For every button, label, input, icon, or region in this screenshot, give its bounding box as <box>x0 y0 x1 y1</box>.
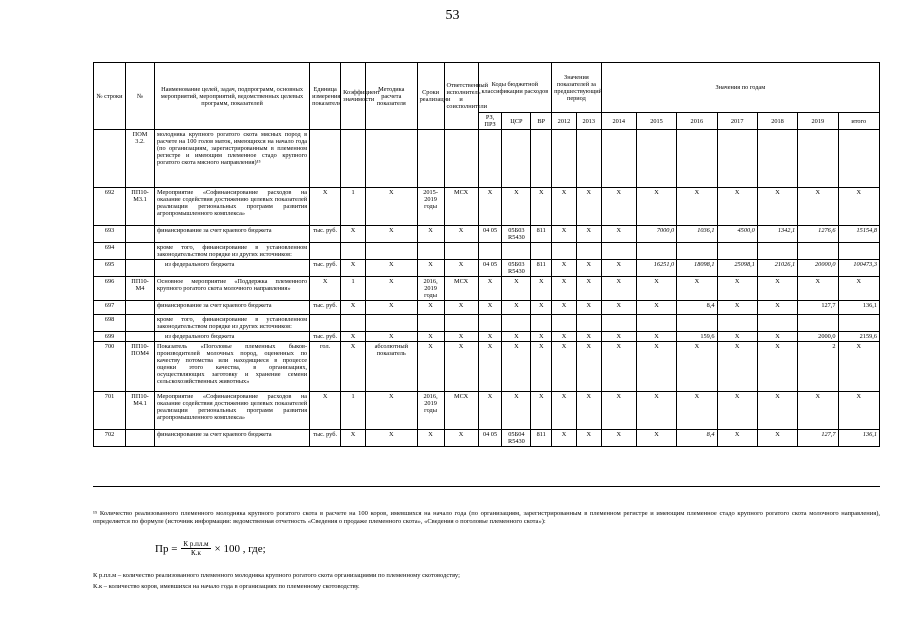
row-responsible <box>444 315 478 332</box>
row-unit: тыс. руб. <box>310 226 341 243</box>
row-year-value: 7000,0 <box>636 226 676 243</box>
row-coefficient: X <box>341 301 366 315</box>
header-vr: ВР <box>531 113 552 130</box>
row-method <box>365 243 417 260</box>
row-unit: тыс. руб. <box>310 430 341 447</box>
row-name: финансирование за счет краевого бюджета <box>155 430 310 447</box>
row-year-value: X <box>552 392 577 430</box>
header-previous-period: Значения показателей за предшествующий период <box>552 63 602 113</box>
row-method: абсолютный показатель <box>365 342 417 392</box>
row-year-value: X <box>601 392 636 430</box>
row-year-value <box>576 315 601 332</box>
row-year-value: X <box>576 392 601 430</box>
header-year: 2012 <box>552 113 577 130</box>
row-year-value <box>717 243 757 260</box>
footnote-separator <box>93 486 880 487</box>
row-csr: X <box>502 342 531 392</box>
row-rz <box>478 315 502 332</box>
row-unit <box>310 315 341 332</box>
formula-rhs: × 100 , где; <box>214 542 266 555</box>
row-terms: X <box>417 430 444 447</box>
row-terms: 2015-2019 годы <box>417 188 444 226</box>
row-method: X <box>365 430 417 447</box>
header-year: 2015 <box>636 113 676 130</box>
row-rz <box>478 130 502 188</box>
header-method: Методика расчета показателя <box>365 63 417 130</box>
row-coefficient: X <box>341 332 366 342</box>
row-year-value: X <box>717 342 757 392</box>
header-row-no: № строки <box>94 63 126 130</box>
row-year-value <box>717 315 757 332</box>
row-csr: X <box>502 301 531 315</box>
row-year-value <box>636 243 676 260</box>
row-unit: X <box>310 392 341 430</box>
row-year-value: X <box>636 332 676 342</box>
row-year-value: 159,6 <box>677 332 717 342</box>
row-rz: X <box>478 332 502 342</box>
row-responsible: X <box>444 301 478 315</box>
row-name: Мероприятие «Софинансирование расходов на оказание содействия достижению целевых показателей реализации региональных программ развития агропромышленного комплекса» <box>155 392 310 430</box>
table-row <box>94 277 880 301</box>
header-name: Наименование целей, задач, подпрограмм, основных мероприятий, мероприятий, ведомственных целевых программ, показателей <box>155 63 310 130</box>
row-coefficient: X <box>341 226 366 243</box>
row-year-value: X <box>576 188 601 226</box>
row-year-value: X <box>601 332 636 342</box>
row-number: 695 <box>94 260 126 277</box>
row-coefficient: X <box>341 342 366 392</box>
table-row <box>94 332 880 342</box>
row-method: X <box>365 277 417 301</box>
table-row <box>94 392 880 430</box>
row-code: ПП10-М3.1 <box>126 188 155 226</box>
row-year-value: X <box>757 342 797 392</box>
row-year-value: 21026,1 <box>757 260 797 277</box>
row-rz: 04 05 <box>478 226 502 243</box>
row-year-value: X <box>677 342 717 392</box>
row-rz: 04 05 <box>478 260 502 277</box>
row-unit <box>310 243 341 260</box>
row-year-value: X <box>757 277 797 301</box>
row-method <box>365 315 417 332</box>
row-name: Показатель «Поголовье племенных быков-производителей молочных пород, оцененных по качеству потомства или находящиеся в процессе оценки этого качества, в организациях, осуществляющих заготовку и хранение семени сельскохозяйственных животных» <box>155 342 310 392</box>
row-csr: X <box>502 277 531 301</box>
row-responsible <box>444 243 478 260</box>
row-year-value: X <box>636 342 676 392</box>
row-year-value: X <box>552 342 577 392</box>
row-terms: 2016, 2019 годы <box>417 392 444 430</box>
row-terms: X <box>417 260 444 277</box>
row-responsible: МСХ <box>444 392 478 430</box>
row-number: 696 <box>94 277 126 301</box>
row-year-value: X <box>717 188 757 226</box>
row-coefficient: 1 <box>341 392 366 430</box>
row-year-value: 127,7 <box>798 430 838 447</box>
row-year-value: X <box>838 188 880 226</box>
row-name: финансирование за счет краевого бюджета <box>155 301 310 315</box>
row-vr: X <box>531 332 552 342</box>
row-number: 692 <box>94 188 126 226</box>
indicators-table <box>93 62 880 447</box>
row-year-value: X <box>576 430 601 447</box>
row-year-value: 1276,6 <box>798 226 838 243</box>
row-name: кроме того, финансирование в установленном законодательством порядке из других источников: <box>155 243 310 260</box>
row-year-value <box>798 243 838 260</box>
row-terms: 2016, 2019 годы <box>417 277 444 301</box>
row-year-value: 16251,0 <box>636 260 676 277</box>
row-year-value: 2159,6 <box>838 332 880 342</box>
row-year-value: X <box>717 301 757 315</box>
header-responsible: Ответственный исполнитель и соисполнители <box>444 63 478 130</box>
row-year-value: 8,4 <box>677 430 717 447</box>
row-number: 693 <box>94 226 126 243</box>
row-unit: тыс. руб. <box>310 260 341 277</box>
row-year-value <box>677 315 717 332</box>
row-year-value: 8,4 <box>677 301 717 315</box>
legend-line: К р.пл.м – количество реализованного племенного молодняка крупного рогатого скота организациями по племенному скотоводству; <box>93 572 460 579</box>
table-row <box>94 301 880 315</box>
row-method <box>365 130 417 188</box>
row-year-value: X <box>636 301 676 315</box>
row-method: X <box>365 188 417 226</box>
footnote-text: ¹⁵ Количество реализованного племенного молодняка крупного рогатого скота в расчете на 100 коров, имевшихся на начало года (по организациям, зарегистрированным в племенном регистре и имеющим племенное стадо крупного рогатого скота молочного направления), определяется по формуле (источник информации: ведомственная отчетность «Сведения о продаже племенного скота», «Сведения о поголовье племенного скота»): <box>93 510 880 525</box>
row-csr <box>502 130 531 188</box>
row-number: 694 <box>94 243 126 260</box>
row-year-value <box>757 130 797 188</box>
row-csr: 05Б04 R5430 <box>502 430 531 447</box>
row-unit <box>310 130 341 188</box>
row-year-value <box>636 315 676 332</box>
row-name: из федерального бюджета <box>155 332 310 342</box>
row-year-value: X <box>576 260 601 277</box>
row-name: из федерального бюджета <box>155 260 310 277</box>
row-year-value: X <box>798 277 838 301</box>
row-vr: X <box>531 342 552 392</box>
row-year-value: 136,1 <box>838 430 880 447</box>
row-rz: X <box>478 342 502 392</box>
row-coefficient: X <box>341 260 366 277</box>
row-name: кроме того, финансирование в установленном законодательством порядке из других источников: <box>155 315 310 332</box>
row-year-value: X <box>677 277 717 301</box>
row-terms: X <box>417 332 444 342</box>
row-year-value <box>552 130 577 188</box>
row-vr: X <box>531 188 552 226</box>
row-vr <box>531 243 552 260</box>
row-year-value: 20000,0 <box>798 260 838 277</box>
row-unit: X <box>310 188 341 226</box>
row-year-value: X <box>601 301 636 315</box>
header-total: итого <box>838 113 880 130</box>
row-year-value <box>677 243 717 260</box>
row-vr: X <box>531 277 552 301</box>
header-year-values: Значения по годам <box>601 63 879 113</box>
row-year-value <box>798 315 838 332</box>
header-csr: ЦСР <box>502 113 531 130</box>
row-year-value: X <box>757 301 797 315</box>
formula-denominator: К.к <box>191 549 201 557</box>
row-responsible: X <box>444 332 478 342</box>
row-year-value: 18098,1 <box>677 260 717 277</box>
row-responsible: X <box>444 226 478 243</box>
row-coefficient: X <box>341 430 366 447</box>
row-year-value: X <box>757 392 797 430</box>
row-year-value: X <box>552 301 577 315</box>
row-name: молодняка крупного рогатого скота мясных пород в расчете на 100 голов маток, имеющихся на начало года (по организациям, зарегистрированным в племенном регистре и имеющим племенное стадо крупного рогатого скота мясного направления)¹⁵ <box>155 130 310 188</box>
row-responsible: X <box>444 342 478 392</box>
row-csr <box>502 315 531 332</box>
row-vr <box>531 315 552 332</box>
row-year-value: X <box>576 342 601 392</box>
row-year-value: 2000,0 <box>798 332 838 342</box>
header-unit: Единица измерения показателя <box>310 63 341 130</box>
row-code <box>126 315 155 332</box>
row-coefficient: 1 <box>341 188 366 226</box>
row-csr: X <box>502 188 531 226</box>
row-year-value: X <box>601 260 636 277</box>
table-row <box>94 315 880 332</box>
row-rz: X <box>478 277 502 301</box>
row-year-value: X <box>576 277 601 301</box>
table-row <box>94 430 880 447</box>
row-year-value: 136,1 <box>838 301 880 315</box>
table-row <box>94 342 880 392</box>
row-responsible: МСХ <box>444 188 478 226</box>
row-year-value: X <box>717 332 757 342</box>
row-year-value: X <box>757 332 797 342</box>
row-number: 702 <box>94 430 126 447</box>
row-vr: 811 <box>531 430 552 447</box>
row-coefficient <box>341 315 366 332</box>
row-number: 701 <box>94 392 126 430</box>
row-method: X <box>365 260 417 277</box>
row-coefficient <box>341 130 366 188</box>
row-csr: 05Б03 R5430 <box>502 226 531 243</box>
row-responsible: X <box>444 430 478 447</box>
row-year-value: X <box>552 430 577 447</box>
row-year-value: X <box>576 226 601 243</box>
row-year-value <box>838 243 880 260</box>
row-responsible: X <box>444 260 478 277</box>
row-year-value <box>757 315 797 332</box>
row-name: Мероприятие «Софинансирование расходов на оказание содействия достижению целевых показателей реализации региональных программ развития агропромышленного комплекса» <box>155 188 310 226</box>
row-year-value: X <box>601 430 636 447</box>
row-name: финансирование за счет краевого бюджета <box>155 226 310 243</box>
row-terms <box>417 243 444 260</box>
header-year: 2013 <box>576 113 601 130</box>
row-coefficient <box>341 243 366 260</box>
row-year-value: X <box>576 301 601 315</box>
header-budget-codes: Коды бюджетной классификации расходов <box>478 63 551 113</box>
row-year-value <box>601 243 636 260</box>
row-terms: X <box>417 226 444 243</box>
row-code <box>126 430 155 447</box>
row-vr: X <box>531 301 552 315</box>
row-code: ПП10-ПОМ4 <box>126 342 155 392</box>
row-year-value: X <box>717 430 757 447</box>
row-year-value: 15154,8 <box>838 226 880 243</box>
row-year-value <box>576 130 601 188</box>
legend-line: К.к – количество коров, имевшихся на начало года в организациях по племенному скотоводству. <box>93 583 360 590</box>
row-year-value: X <box>717 392 757 430</box>
row-year-value: X <box>601 188 636 226</box>
row-year-value: X <box>838 342 880 392</box>
row-method: X <box>365 226 417 243</box>
row-name: Основное мероприятие «Поддержка племенного крупного рогатого скота молочного направления» <box>155 277 310 301</box>
row-csr: 05Б03 R5430 <box>502 260 531 277</box>
row-year-value <box>601 315 636 332</box>
table-row <box>94 130 880 188</box>
row-year-value: X <box>677 188 717 226</box>
row-responsible <box>444 130 478 188</box>
row-year-value: X <box>601 226 636 243</box>
row-rz: X <box>478 188 502 226</box>
row-year-value <box>552 315 577 332</box>
row-code: ПОМ 3.2. <box>126 130 155 188</box>
row-year-value: X <box>636 392 676 430</box>
row-year-value <box>601 130 636 188</box>
row-method: X <box>365 392 417 430</box>
header-year: 2019 <box>798 113 838 130</box>
row-code <box>126 243 155 260</box>
row-method: X <box>365 301 417 315</box>
row-year-value: 4500,0 <box>717 226 757 243</box>
row-year-value: X <box>552 188 577 226</box>
row-year-value: X <box>636 188 676 226</box>
header-year: 2014 <box>601 113 636 130</box>
formula <box>155 540 266 557</box>
row-year-value: X <box>552 277 577 301</box>
formula-numerator: К р.пл.м <box>183 540 209 548</box>
row-code: ПП10-М4.1 <box>126 392 155 430</box>
row-year-value: X <box>636 277 676 301</box>
row-year-value: 100473,3 <box>838 260 880 277</box>
row-unit: тыс. руб. <box>310 301 341 315</box>
row-rz: 04 05 <box>478 430 502 447</box>
row-year-value: X <box>552 226 577 243</box>
row-year-value <box>838 315 880 332</box>
row-year-value: X <box>677 392 717 430</box>
row-year-value: X <box>798 392 838 430</box>
row-number: 700 <box>94 342 126 392</box>
row-unit: гол. <box>310 342 341 392</box>
row-rz: X <box>478 392 502 430</box>
row-year-value: X <box>552 332 577 342</box>
header-year: 2018 <box>757 113 797 130</box>
formula-lhs: Пр = <box>155 542 178 555</box>
row-csr: X <box>502 392 531 430</box>
row-year-value: 25098,1 <box>717 260 757 277</box>
table-row <box>94 188 880 226</box>
header-year: 2016 <box>677 113 717 130</box>
formula-fraction <box>181 540 210 557</box>
row-year-value: X <box>576 332 601 342</box>
row-number: 697 <box>94 301 126 315</box>
row-year-value <box>636 130 676 188</box>
row-terms: X <box>417 301 444 315</box>
row-vr: X <box>531 392 552 430</box>
row-code <box>126 332 155 342</box>
row-year-value <box>576 243 601 260</box>
row-unit: тыс. руб. <box>310 332 341 342</box>
row-code: ПП10-М4 <box>126 277 155 301</box>
row-code <box>126 226 155 243</box>
row-year-value: X <box>636 430 676 447</box>
row-terms <box>417 130 444 188</box>
row-year-value: X <box>757 430 797 447</box>
row-year-value: 1036,1 <box>677 226 717 243</box>
row-vr <box>531 130 552 188</box>
row-year-value <box>677 130 717 188</box>
row-code <box>126 301 155 315</box>
row-year-value: 2 <box>798 342 838 392</box>
row-year-value: X <box>552 260 577 277</box>
row-number: 698 <box>94 315 126 332</box>
page-number: 53 <box>445 8 460 23</box>
table-row <box>94 226 880 243</box>
row-year-value <box>798 130 838 188</box>
row-unit: X <box>310 277 341 301</box>
row-year-value: X <box>798 188 838 226</box>
row-year-value: X <box>757 188 797 226</box>
row-year-value <box>717 130 757 188</box>
row-code <box>126 260 155 277</box>
row-year-value: 127,7 <box>798 301 838 315</box>
header-coef: Коэффициент значимости <box>341 63 366 130</box>
row-number: 699 <box>94 332 126 342</box>
row-year-value: X <box>838 277 880 301</box>
row-year-value: X <box>601 342 636 392</box>
row-responsible: МСХ <box>444 277 478 301</box>
row-year-value: 1342,1 <box>757 226 797 243</box>
row-rz <box>478 243 502 260</box>
row-vr: 811 <box>531 260 552 277</box>
row-year-value <box>552 243 577 260</box>
row-year-value <box>757 243 797 260</box>
header-terms: Сроки реализации <box>417 63 444 130</box>
table-row <box>94 260 880 277</box>
row-year-value: X <box>717 277 757 301</box>
row-vr: 811 <box>531 226 552 243</box>
row-terms <box>417 315 444 332</box>
header-no: № <box>126 63 155 130</box>
row-year-value: X <box>601 277 636 301</box>
row-number <box>94 130 126 188</box>
row-csr <box>502 243 531 260</box>
row-terms: X <box>417 342 444 392</box>
row-csr: X <box>502 332 531 342</box>
row-coefficient: 1 <box>341 277 366 301</box>
row-year-value <box>838 130 880 188</box>
table-row <box>94 243 880 260</box>
row-year-value: X <box>838 392 880 430</box>
row-rz: X <box>478 301 502 315</box>
table-body <box>94 130 880 447</box>
header-year: 2017 <box>717 113 757 130</box>
header-rz: РЗ, ПРЗ <box>478 113 502 130</box>
row-method: X <box>365 332 417 342</box>
